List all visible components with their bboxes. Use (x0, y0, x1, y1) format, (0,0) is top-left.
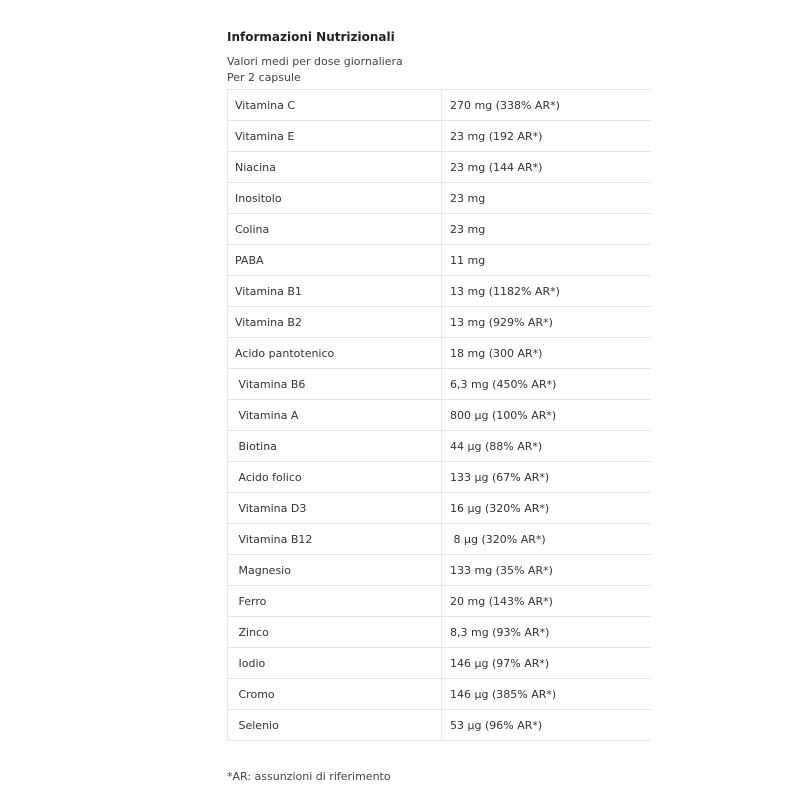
table-row (228, 617, 652, 648)
nutrient-value: 23 mg (192 AR*) (442, 121, 652, 152)
nutrient-name: Niacina (228, 152, 442, 183)
nutrient-name: Ferro (228, 586, 442, 617)
panel-subtitle-dose: Valori medi per dose giornaliera (227, 55, 403, 68)
table-row (228, 400, 652, 431)
nutrient-value: 23 mg (442, 183, 652, 214)
table-row (228, 338, 652, 369)
nutrient-value: 13 mg (929% AR*) (442, 307, 652, 338)
nutrition-table (227, 89, 651, 741)
nutrient-value: 20 mg (143% AR*) (442, 586, 652, 617)
nutrient-name: Vitamina B12 (228, 524, 442, 555)
nutrient-name: Vitamina A (228, 400, 442, 431)
table-row (228, 214, 652, 245)
nutrient-name: Vitamina B2 (228, 307, 442, 338)
nutrient-value: 146 µg (385% AR*) (442, 679, 652, 710)
panel-subtitle-capsules: Per 2 capsule (227, 71, 301, 84)
nutrient-name: Iodio (228, 648, 442, 679)
table-row (228, 431, 652, 462)
nutrient-name: Vitamina E (228, 121, 442, 152)
nutrient-name: Colina (228, 214, 442, 245)
table-row (228, 679, 652, 710)
nutrient-value: 146 µg (97% AR*) (442, 648, 652, 679)
panel-title: Informazioni Nutrizionali (227, 30, 395, 44)
table-row (228, 369, 652, 400)
nutrient-name: Selenio (228, 710, 442, 741)
nutrient-value: 18 mg (300 AR*) (442, 338, 652, 369)
table-row (228, 493, 652, 524)
nutrient-name: Vitamina D3 (228, 493, 442, 524)
nutrient-value: 11 mg (442, 245, 652, 276)
nutrient-value: 23 mg (442, 214, 652, 245)
table-row (228, 307, 652, 338)
nutrient-value: 8,3 mg (93% AR*) (442, 617, 652, 648)
table-row (228, 121, 652, 152)
footnote: *AR: assunzioni di riferimento (227, 770, 391, 783)
table-row (228, 648, 652, 679)
nutrient-value: 133 mg (35% AR*) (442, 555, 652, 586)
nutrient-value: 8 µg (320% AR*) (442, 524, 652, 555)
table-row (228, 586, 652, 617)
table-row (228, 152, 652, 183)
nutrient-value: 270 mg (338% AR*) (442, 90, 652, 121)
nutrient-name: Magnesio (228, 555, 442, 586)
nutrient-value: 44 µg (88% AR*) (442, 431, 652, 462)
nutrient-name: PABA (228, 245, 442, 276)
nutrient-value: 53 µg (96% AR*) (442, 710, 652, 741)
table-row (228, 555, 652, 586)
table-row (228, 183, 652, 214)
nutrient-value: 133 µg (67% AR*) (442, 462, 652, 493)
nutrient-name: Cromo (228, 679, 442, 710)
nutrient-name: Acido pantotenico (228, 338, 442, 369)
table-row (228, 245, 652, 276)
table-row (228, 462, 652, 493)
nutrient-value: 800 µg (100% AR*) (442, 400, 652, 431)
table-row (228, 710, 652, 741)
table-row (228, 90, 652, 121)
nutrient-value: 23 mg (144 AR*) (442, 152, 652, 183)
nutrient-name: Vitamina C (228, 90, 442, 121)
nutrient-value: 16 µg (320% AR*) (442, 493, 652, 524)
nutrient-name: Zinco (228, 617, 442, 648)
table-row (228, 276, 652, 307)
nutrient-name: Vitamina B6 (228, 369, 442, 400)
nutrient-value: 6,3 mg (450% AR*) (442, 369, 652, 400)
nutrient-name: Inositolo (228, 183, 442, 214)
nutrient-name: Biotina (228, 431, 442, 462)
nutrient-value: 13 mg (1182% AR*) (442, 276, 652, 307)
table-row (228, 524, 652, 555)
nutrient-name: Acido folico (228, 462, 442, 493)
nutrient-name: Vitamina B1 (228, 276, 442, 307)
nutrition-panel (227, 28, 651, 741)
